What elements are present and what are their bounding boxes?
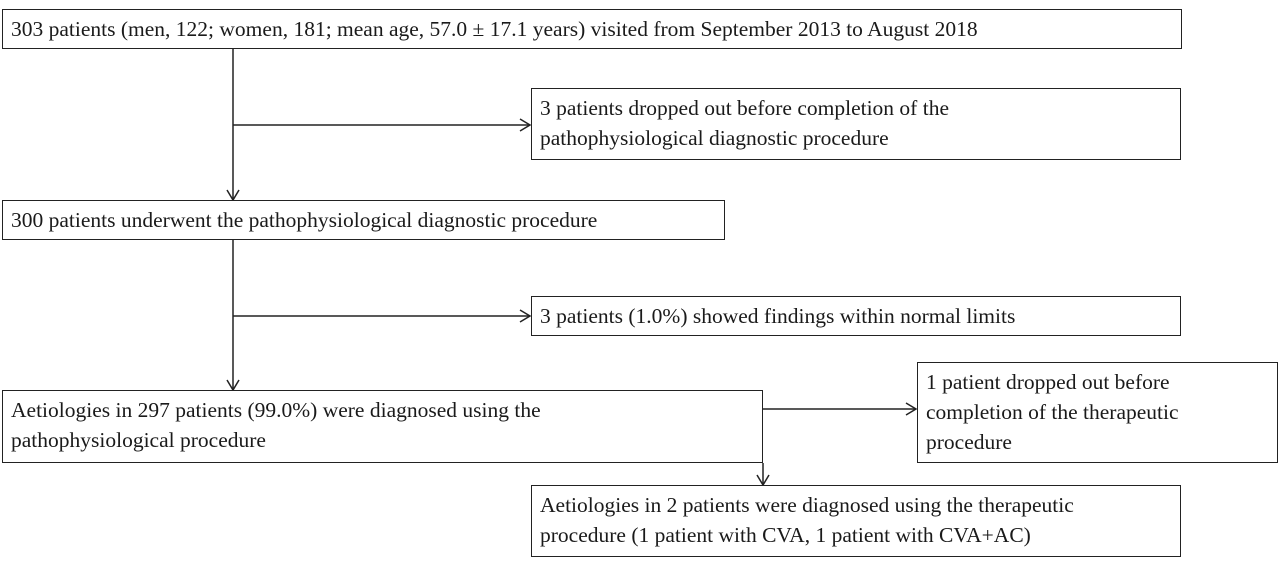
box-diagnosed-pathophysiological [2,390,763,463]
box-underwent-line-1: 300 patients underwent the pathophysiological diagnostic procedure [11,208,598,232]
box-dropout-diagnostic [531,88,1181,160]
box-underwent-procedure [2,200,725,240]
box-dropout-1-line-1: 3 patients dropped out before completion of the [540,96,949,120]
box-diagnosed-thera-line-1: Aetiologies in 2 patients were diagnosed using the therapeutic [540,493,1074,517]
box-normal-findings [531,296,1181,336]
box-dropout-therapeutic [917,362,1278,463]
box-normal-line-1: 3 patients (1.0%) showed findings within normal limits [540,304,1016,328]
box-dropout-1-line-2: pathophysiological diagnostic procedure [540,126,889,150]
box-dropout-2-line-2: completion of the therapeutic [926,400,1179,424]
box-dropout-2-line-3: procedure [926,430,1012,454]
box-diagnosed-thera-line-2: procedure (1 patient with CVA, 1 patient with CVA+AC) [540,523,1031,547]
box-diagnosed-therapeutic [531,485,1181,557]
box-diagnosed-patho-line-1: Aetiologies in 297 patients (99.0%) were diagnosed using the [11,398,541,422]
box-dropout-2-line-1: 1 patient dropped out before [926,370,1170,394]
box-enrolled-patients [2,9,1182,49]
box-enrolled-line-1: 303 patients (men, 122; women, 181; mean age, 57.0 ± 17.1 years) visited from September 2013 to August 2018 [11,17,978,41]
box-diagnosed-patho-line-2: pathophysiological procedure [11,428,266,452]
